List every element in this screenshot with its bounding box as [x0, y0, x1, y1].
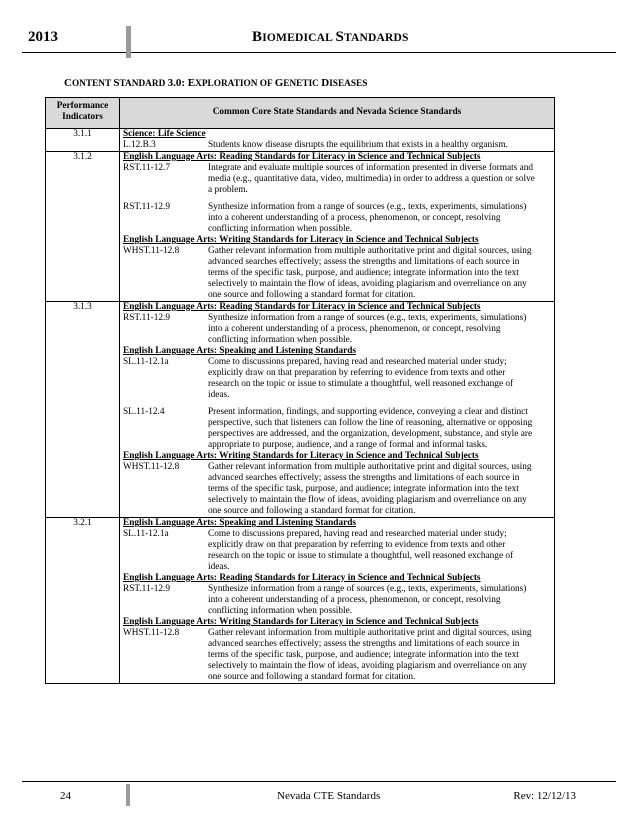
- description-line: perspective, such that listeners can follow the line of reasoning, alternative or opposing: [208, 418, 533, 428]
- description-line: Gather relevant information from multiple authoritative print and digital sources, using: [208, 246, 532, 256]
- description-line: one source and following a standard format for citation.: [208, 506, 416, 516]
- standard-section-title: English Language Arts: Writing Standards for Literacy in Science and Technical Subjects: [123, 617, 479, 627]
- standard-section-title: English Language Arts: Reading Standards for Literacy in Science and Technical Subjects: [123, 573, 481, 583]
- standard-description: [208, 246, 552, 301]
- description-line: Come to discussions prepared, having read and researched material under study;: [208, 357, 507, 367]
- description-line: into a coherent understanding of a process, phenomenon, or concept, resolving: [208, 595, 501, 605]
- footer-divider: [126, 784, 130, 806]
- description-line: Integrate and evaluate multiple sources of information presented in diverse formats and: [208, 163, 534, 173]
- standard-code: SL.11-12.1a: [123, 357, 169, 367]
- standards-cell: [120, 302, 554, 517]
- standard-description: [208, 202, 552, 235]
- description-line: advanced searches effectively; assess the strengths and limitations of each source in: [208, 257, 520, 267]
- description-line: into a coherent understanding of a process, phenomenon, or concept, resolving: [208, 213, 501, 223]
- standard-section-title: English Language Arts: Reading Standards for Literacy in Science and Technical Subjects: [123, 152, 481, 162]
- description-line: perspectives are addressed, and the organization, development, substance, and style are: [208, 429, 533, 439]
- standard-code: RST.11-12.7: [123, 163, 171, 173]
- description-line: Come to discussions prepared, having read and researched material under study;: [208, 529, 507, 539]
- content-standard-title: CONTENT STANDARD 3.0: EXPLORATION OF GENETIC DISEASES: [64, 77, 368, 89]
- standard-code: SL.11-12.1a: [123, 529, 169, 539]
- description-line: explicitly draw on that preparation by referring to evidence from texts and other: [208, 540, 506, 550]
- description-line: research on the topic or issue to stimulate a thoughtful, well reasoned exchange of: [208, 379, 514, 389]
- description-line: explicitly draw on that preparation by referring to evidence from texts and other: [208, 368, 506, 378]
- standard-item: [123, 529, 552, 573]
- page-number: 24: [60, 790, 71, 802]
- description-line: Gather relevant information from multiple authoritative print and digital sources, using: [208, 462, 532, 472]
- standard-description: [208, 584, 552, 617]
- table-row: [46, 302, 554, 518]
- table-body: [46, 129, 554, 683]
- standard-description: [208, 462, 552, 517]
- standard-item: [123, 163, 552, 196]
- standards-table: [45, 97, 555, 684]
- description-line: advanced searches effectively; assess the strengths and limitations of each source in: [208, 639, 520, 649]
- performance-indicator: 3.1.3: [46, 302, 120, 517]
- standard-section-title: English Language Arts: Speaking and Listening Standards: [123, 346, 357, 356]
- standard-section-title: English Language Arts: Writing Standards for Literacy in Science and Technical Subjects: [123, 235, 479, 245]
- description-line: media (e.g., quantitative data, video, multimedia) in order to address a question or solve: [208, 174, 535, 184]
- description-line: into a coherent understanding of a process, phenomenon, or concept, resolving: [208, 324, 501, 334]
- standard-code: L.12.B.3: [123, 140, 156, 150]
- standard-description: [208, 407, 552, 451]
- standard-code: RST.11-12.9: [123, 202, 171, 212]
- page-footer: [22, 781, 616, 808]
- description-line: conflicting information when possible.: [208, 606, 353, 616]
- standard-code: WHST.11-12.8: [123, 246, 180, 256]
- header-divider: [126, 26, 131, 58]
- page-header: [22, 18, 616, 53]
- description-line: ideas.: [208, 562, 230, 572]
- standard-description: [208, 140, 552, 151]
- description-line: selectively to maintain the flow of ideas, avoiding plagiarism and overreliance on any: [208, 279, 527, 289]
- description-line: terms of the specific task, purpose, and audience; integrate information into the text: [208, 484, 519, 494]
- description-line: advanced searches effectively; assess the strengths and limitations of each source in: [208, 473, 520, 483]
- description-line: appropriate to purpose, audience, and a range of formal and informal tasks.: [208, 440, 488, 450]
- description-line: conflicting information when possible.: [208, 224, 353, 234]
- standard-description: [208, 357, 552, 401]
- table-header: [46, 98, 554, 129]
- description-line: a problem.: [208, 185, 248, 195]
- standards-cell: [120, 152, 554, 301]
- description-line: Present information, findings, and supporting evidence, conveying a clear and distinct: [208, 407, 528, 417]
- standard-code: WHST.11-12.8: [123, 462, 180, 472]
- standard-item: [123, 246, 552, 301]
- standard-item: [123, 628, 552, 683]
- standard-item: [123, 407, 552, 451]
- footer-title: Nevada CTE Standards: [277, 790, 381, 802]
- standard-code: RST.11-12.9: [123, 584, 171, 594]
- standard-item: [123, 357, 552, 401]
- standard-section-title: English Language Arts: Reading Standards for Literacy in Science and Technical Subjects: [123, 302, 481, 312]
- description-line: Gather relevant information from multiple authoritative print and digital sources, using: [208, 628, 532, 638]
- standard-item: [123, 140, 552, 151]
- header-title: BIOMEDICAL STANDARDS: [252, 29, 409, 45]
- performance-indicator: 3.2.1: [46, 518, 120, 683]
- description-line: Synthesize information from a range of sources (e.g., texts, experiments, simulations): [208, 313, 527, 323]
- standard-description: [208, 628, 552, 683]
- standard-description: [208, 163, 552, 196]
- footer-revision: Rev: 12/12/13: [513, 790, 576, 802]
- table-row: [46, 129, 554, 152]
- standard-code: SL.11-12.4: [123, 407, 165, 417]
- standard-item: [123, 462, 552, 517]
- standards-cell: [120, 518, 554, 683]
- header-year: 2013: [28, 29, 58, 45]
- table-row: [46, 518, 554, 683]
- standard-section-title: Science: Life Science: [123, 129, 206, 139]
- standard-description: [208, 529, 552, 573]
- description-line: Synthesize information from a range of sources (e.g., texts, experiments, simulations): [208, 202, 527, 212]
- description-line: selectively to maintain the flow of ideas, avoiding plagiarism and overreliance on any: [208, 495, 527, 505]
- description-line: ideas.: [208, 390, 230, 400]
- standard-item: [123, 313, 552, 346]
- description-line: one source and following a standard format for citation.: [208, 672, 416, 682]
- performance-indicator: 3.1.1: [46, 129, 120, 151]
- standard-item: [123, 584, 552, 617]
- standard-description: [208, 313, 552, 346]
- description-line: terms of the specific task, purpose, and audience; integrate information into the text: [208, 650, 519, 660]
- header-standards: Common Core State Standards and Nevada Science Standards: [212, 107, 462, 117]
- description-line: one source and following a standard format for citation.: [208, 290, 416, 300]
- standard-section-title: English Language Arts: Writing Standards for Literacy in Science and Technical Subjects: [123, 451, 479, 461]
- standards-cell: [120, 129, 554, 151]
- description-line: Students know disease disrupts the equilibrium that exists in a healthy organism.: [208, 140, 508, 150]
- description-line: conflicting information when possible.: [208, 335, 353, 345]
- description-line: selectively to maintain the flow of ideas, avoiding plagiarism and overreliance on any: [208, 661, 527, 671]
- performance-indicator: 3.1.2: [46, 152, 120, 301]
- description-line: terms of the specific task, purpose, and audience; integrate information into the text: [208, 268, 519, 278]
- standard-item: [123, 202, 552, 235]
- standard-code: WHST.11-12.8: [123, 628, 180, 638]
- standard-code: RST.11-12.9: [123, 313, 171, 323]
- description-line: research on the topic or issue to stimulate a thoughtful, well reasoned exchange of: [208, 551, 514, 561]
- description-line: Synthesize information from a range of sources (e.g., texts, experiments, simulations): [208, 584, 527, 594]
- table-row: [46, 152, 554, 302]
- standard-section-title: English Language Arts: Speaking and Listening Standards: [123, 518, 357, 528]
- header-performance-indicators: Performance Indicators: [46, 98, 120, 128]
